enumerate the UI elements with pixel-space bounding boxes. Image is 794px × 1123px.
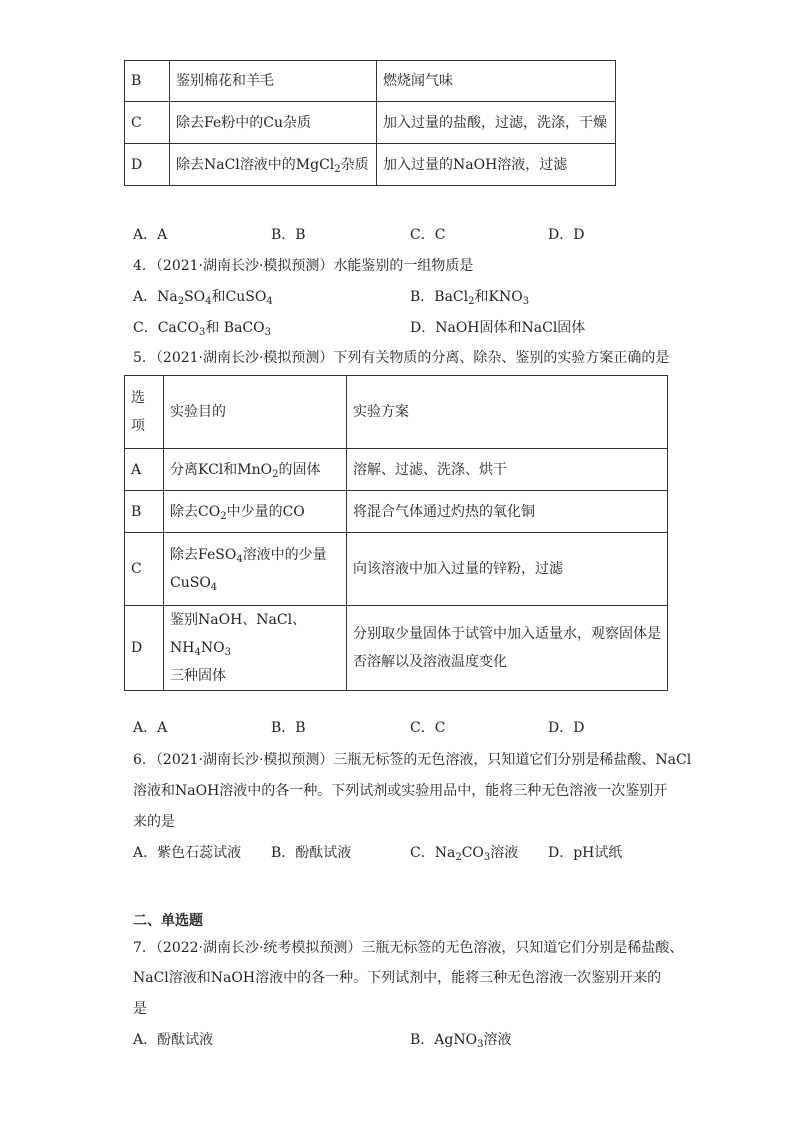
goal-cell: 鉴别棉花和羊毛	[170, 61, 377, 102]
q3-option-c[interactable]: C．C	[410, 227, 446, 243]
q4-option-c[interactable]: C．CaCO$_3$和 BaCO$_3$	[133, 320, 271, 338]
q6-option-b[interactable]: B．酚酞试液	[271, 845, 352, 861]
option-cell: C	[125, 533, 164, 606]
q6-stem-line1: 6．（2021·湖南长沙·模拟预测）三瓶无标签的无色溶液，只知道它们分别是稀盐酸、NaCl	[133, 752, 692, 768]
q5-option-c[interactable]: C．C	[410, 720, 446, 736]
option-cell: D	[125, 144, 170, 186]
question3-table	[124, 60, 616, 186]
q6-option-a[interactable]: A．紫色石蕊试液	[133, 845, 242, 861]
q7-stem-line2: NaCl溶液和NaOH溶液中的各一种。下列试剂中，能将三种无色溶液一次鉴别开来的	[133, 970, 662, 986]
method-cell: 向该溶液中加入过量的锌粉，过滤	[347, 533, 668, 606]
header-option: 选项	[125, 376, 164, 449]
table-row	[125, 102, 616, 144]
q4-option-d[interactable]: D．NaOH固体和NaCl固体	[410, 320, 586, 336]
q5-stem: 5．（2021·湖南长沙·模拟预测）下列有关物质的分离、除杂、鉴别的实验方案正确的是	[133, 350, 670, 366]
option-cell: B	[125, 61, 170, 102]
goal-cell: 除去NaCl溶液中的MgCl$_2$杂质	[170, 144, 377, 186]
method-cell: 加入过量的NaOH溶液，过滤	[377, 144, 616, 186]
goal-cell: 除去Fe粉中的Cu杂质	[170, 102, 377, 144]
goal-cell: 除去$CO_2$中少量的CO	[164, 491, 347, 533]
option-cell: A	[125, 449, 164, 491]
goal-cell: 鉴别NaOH、NaCl、$NH_4NO_3$ 三种固体	[164, 606, 347, 691]
method-cell: 将混合气体通过灼热的氧化铜	[347, 491, 668, 533]
q3-option-d[interactable]: D．D	[548, 227, 585, 243]
q7-stem-line3: 是	[133, 1001, 147, 1017]
q4-option-b[interactable]: B．BaCl$_2$和$KNO_3$	[410, 289, 530, 307]
table-row	[125, 491, 668, 533]
header-method: 实验方案	[347, 376, 668, 449]
q7-option-b[interactable]: B．AgNO$_3$溶液	[410, 1032, 512, 1050]
q4-stem: 4．（2021·湖南长沙·模拟预测）水能鉴别的一组物质是	[133, 258, 474, 274]
table-row	[125, 533, 668, 606]
q6-option-c[interactable]: C．$Na_2CO_3$溶液	[410, 845, 519, 863]
q7-stem-line1: 7．（2022·湖南长沙·统考模拟预测）三瓶无标签的无色溶液，只知道它们分别是稀盐酸、	[133, 940, 684, 956]
q4-option-a[interactable]: A．$Na_2SO_4$和CuSO$_4$	[133, 289, 273, 307]
q6-stem-line3: 来的是	[133, 814, 175, 830]
q6-option-d[interactable]: D．pH试纸	[548, 845, 623, 861]
table-header-row	[125, 376, 668, 449]
q6-stem-line2: 溶液和NaOH溶液中的各一种。下列试剂或实验用品中，能将三种无色溶液一次鉴别开	[133, 783, 668, 799]
goal-cell: 除去FeSO$_4$溶液中的少量 CuSO$_4$	[164, 533, 347, 606]
method-cell: 燃烧闻气味	[377, 61, 616, 102]
q3-option-a[interactable]: A．A	[133, 227, 168, 243]
method-cell: 分别取少量固体于试管中加入适量水，观察固体是 否溶解以及溶液温度变化	[347, 606, 668, 691]
header-goal: 实验目的	[164, 376, 347, 449]
table-row	[125, 61, 616, 102]
q5-option-d[interactable]: D．D	[548, 720, 585, 736]
table-row	[125, 144, 616, 186]
q5-option-b[interactable]: B．B	[271, 720, 306, 736]
table-row	[125, 606, 668, 691]
question5-table	[124, 375, 668, 691]
option-cell: D	[125, 606, 164, 691]
option-cell: C	[125, 102, 170, 144]
table-row	[125, 449, 668, 491]
method-cell: 加入过量的盐酸，过滤，洗涤，干燥	[377, 102, 616, 144]
method-cell: 溶解、过滤、洗涤、烘干	[347, 449, 668, 491]
option-cell: B	[125, 491, 164, 533]
q7-option-a[interactable]: A．酚酞试液	[133, 1032, 214, 1048]
q3-option-b[interactable]: B．B	[271, 227, 306, 243]
goal-cell: 分离KCl和MnO$_2$的固体	[164, 449, 347, 491]
section-heading: 二、单选题	[133, 913, 203, 929]
q5-option-a[interactable]: A．A	[133, 720, 168, 736]
